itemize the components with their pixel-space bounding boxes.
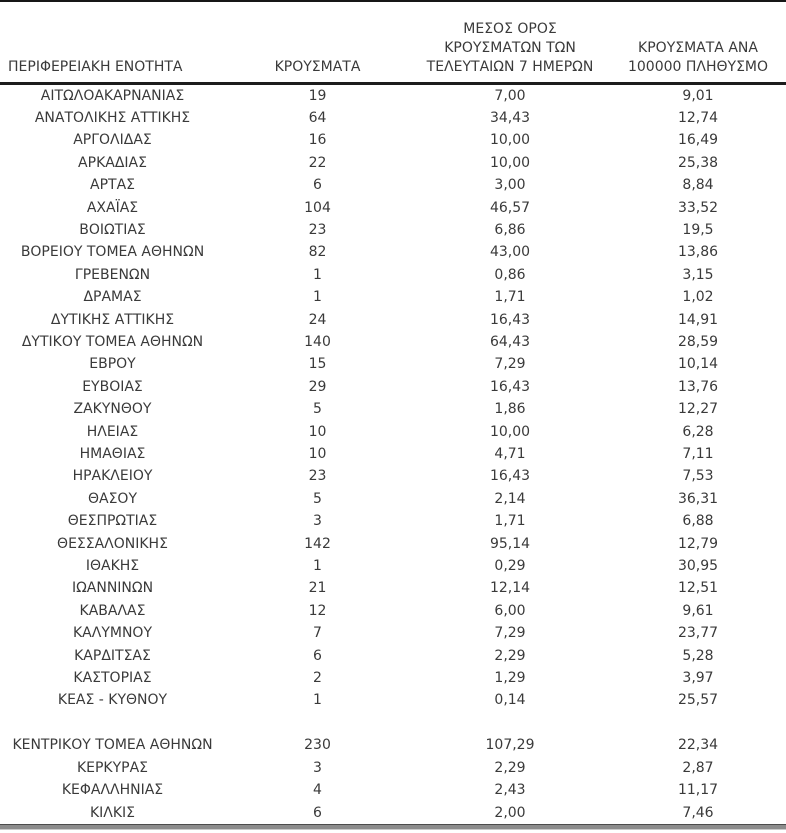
- cases-cell: 12: [308, 602, 327, 619]
- per100k-cell: 3,97: [682, 670, 714, 687]
- table-row: [0, 465, 786, 487]
- cases-cell: 3: [313, 513, 322, 530]
- cases-cell: 22: [308, 154, 327, 171]
- cases-cell: 15: [308, 356, 327, 373]
- per100k-cell: 14,91: [677, 311, 719, 328]
- region-cell: ΗΛΕΙΑΣ: [86, 423, 139, 440]
- column-header-region: ΠΕΡΙΦΕΡΕΙΑΚΗ ΕΝΟΤΗΤΑ: [0, 2, 225, 83]
- per100k-cell: 6,28: [682, 423, 714, 440]
- cases-cell: 6: [313, 647, 322, 664]
- cases-cell: 10: [308, 446, 327, 462]
- cases-cell: 10: [308, 423, 327, 440]
- avg7-cell: 2,43: [494, 782, 526, 799]
- cases-cell: 230: [304, 737, 331, 754]
- avg7-cell: 6,00: [494, 602, 526, 619]
- table-row: [0, 197, 786, 219]
- cases-cell: 16: [308, 132, 327, 149]
- table-row: [0, 353, 786, 375]
- cases-cell: 140: [304, 333, 331, 350]
- table-row: [0, 331, 786, 353]
- per100k-cell: 7,11: [682, 446, 714, 462]
- region-cell: ΘΕΣΣΑΛΟΝΙΚΗΣ: [57, 535, 168, 552]
- table-row: [0, 129, 786, 151]
- region-cell: ΙΘΑΚΗΣ: [85, 558, 140, 575]
- avg7-cell: 6,86: [494, 221, 526, 238]
- table-row: [0, 667, 786, 689]
- cases-cell: 1: [313, 692, 322, 709]
- per100k-cell: 3,15: [682, 266, 714, 283]
- table-row: [0, 645, 786, 667]
- avg7-cell: 7,29: [494, 625, 526, 642]
- region-cell: ΔΥΤΙΚΟΥ ΤΟΜΕΑ ΑΘΗΝΩΝ: [21, 333, 204, 350]
- cases-cell: 1: [313, 289, 322, 306]
- cases-cell: 6: [313, 177, 322, 194]
- per100k-cell: 7,53: [682, 468, 714, 485]
- cases-by-regional-unit-table: [0, 2, 786, 824]
- per100k-cell: 12,79: [677, 535, 719, 552]
- table-row: [0, 689, 786, 711]
- avg7-cell: 1,71: [494, 513, 526, 530]
- header-line: ΚΡΟΥΣΜΑΤΩΝ ΤΩΝ: [444, 39, 576, 56]
- table-bottom-rule: [0, 824, 786, 830]
- per100k-cell: 36,31: [677, 490, 719, 507]
- region-cell: ΗΜΑΘΙΑΣ: [79, 446, 146, 462]
- cases-cell: 64: [308, 109, 327, 126]
- cases-cell: 3: [313, 759, 322, 776]
- avg7-cell: 0,86: [494, 266, 526, 283]
- region-cell: ΖΑΚΥΝΘΟΥ: [73, 401, 152, 418]
- cases-cell: 23: [308, 221, 327, 238]
- header-line: ΜΕΣΟΣ ΟΡΟΣ: [463, 20, 557, 37]
- avg7-cell: 16,43: [489, 468, 531, 485]
- avg7-cell: 64,43: [489, 333, 531, 350]
- region-cell: ΑΙΤΩΛΟΑΚΑΡΝΑΝΙΑΣ: [40, 87, 185, 104]
- region-cell: ΑΡΤΑΣ: [90, 177, 135, 194]
- cases-cell: 2: [313, 670, 322, 687]
- avg7-cell: 12,14: [489, 580, 531, 597]
- avg7-cell: 107,29: [485, 737, 535, 754]
- per100k-cell: 8,84: [682, 177, 714, 194]
- table-row: [0, 443, 786, 465]
- region-cell: ΑΡΚΑΔΙΑΣ: [78, 154, 147, 171]
- table-body: [0, 83, 786, 824]
- region-cell: ΚΑΛΥΜΝΟΥ: [72, 625, 152, 642]
- per100k-cell: 12,74: [677, 109, 719, 126]
- per100k-cell: 1,02: [682, 289, 714, 306]
- spacer-row: [0, 712, 786, 734]
- avg7-cell: 3,00: [494, 177, 526, 194]
- per100k-cell: 2,87: [682, 759, 714, 776]
- table-row: [0, 264, 786, 286]
- avg7-cell: 1,86: [494, 401, 526, 418]
- column-header-cases: ΚΡΟΥΣΜΑΤΑ: [225, 2, 410, 83]
- region-cell: ΕΒΡΟΥ: [89, 356, 136, 373]
- region-cell: ΚΙΛΚΙΣ: [89, 804, 136, 821]
- table-row: [0, 734, 786, 756]
- avg7-cell: 46,57: [489, 199, 531, 216]
- header-line: ΤΕΛΕΥΤΑΙΩΝ 7 ΗΜΕΡΩΝ: [426, 58, 594, 75]
- per100k-cell: 25,57: [677, 692, 719, 709]
- cases-cell: 142: [304, 535, 331, 552]
- region-cell: ΚΑΡΔΙΤΣΑΣ: [74, 647, 151, 664]
- per100k-cell: 28,59: [677, 333, 719, 350]
- header-row: [0, 2, 786, 83]
- table-row: [0, 398, 786, 420]
- table-row: [0, 622, 786, 644]
- per100k-cell: 13,86: [677, 244, 719, 261]
- table-row: [0, 174, 786, 196]
- per100k-cell: 7,46: [682, 804, 714, 821]
- table-row: [0, 421, 786, 443]
- avg7-cell: 1,29: [494, 670, 526, 687]
- table-row: [0, 555, 786, 577]
- avg7-cell: 10,00: [489, 132, 531, 149]
- table-row: [0, 600, 786, 622]
- avg7-cell: 2,29: [494, 759, 526, 776]
- region-cell: ΚΕΡΚΥΡΑΣ: [76, 759, 149, 776]
- table-row: [0, 107, 786, 129]
- table-row: [0, 219, 786, 241]
- avg7-cell: 1,71: [494, 289, 526, 306]
- region-cell: ΚΕΦΑΛΛΗΝΙΑΣ: [61, 782, 164, 799]
- region-cell: ΔΡΑΜΑΣ: [83, 289, 142, 306]
- per100k-cell: 30,95: [677, 558, 719, 575]
- table-row: [0, 376, 786, 398]
- cases-cell: 29: [308, 378, 327, 395]
- table-row: [0, 152, 786, 174]
- avg7-cell: 34,43: [489, 109, 531, 126]
- region-cell: ΘΕΣΠΡΩΤΙΑΣ: [67, 513, 158, 530]
- cases-cell: 21: [308, 580, 327, 597]
- avg7-cell: 4,71: [494, 446, 526, 462]
- table-row: [0, 533, 786, 555]
- avg7-cell: 16,43: [489, 311, 531, 328]
- avg7-cell: 10,00: [489, 423, 531, 440]
- avg7-cell: 0,14: [494, 692, 526, 709]
- spacer-cell: [0, 712, 786, 734]
- cases-cell: 5: [313, 401, 322, 418]
- region-cell: ΒΟΙΩΤΙΑΣ: [79, 221, 146, 238]
- region-cell: ΚΑΒΑΛΑΣ: [79, 602, 146, 619]
- region-cell: ΔΥΤΙΚΗΣ ΑΤΤΙΚΗΣ: [50, 311, 175, 328]
- per100k-cell: 16,49: [677, 132, 719, 149]
- cases-cell: 4: [313, 782, 322, 799]
- region-cell: ΗΡΑΚΛΕΙΟΥ: [72, 468, 153, 485]
- cases-cell: 82: [308, 244, 327, 261]
- region-cell: ΚΑΣΤΟΡΙΑΣ: [73, 670, 152, 687]
- cases-cell: 19: [308, 87, 327, 104]
- cases-cell: 5: [313, 490, 322, 507]
- avg7-cell: 0,29: [494, 558, 526, 575]
- per100k-cell: 25,38: [677, 154, 719, 171]
- region-cell: ΑΧΑΪΑΣ: [86, 199, 139, 216]
- region-cell: ΑΡΓΟΛΙΔΑΣ: [73, 132, 152, 149]
- cases-cell: 23: [308, 468, 327, 485]
- cases-cell: 1: [313, 266, 322, 283]
- cases-cell: 24: [308, 311, 327, 328]
- per100k-cell: 12,27: [677, 401, 719, 418]
- table-row: [0, 286, 786, 308]
- per100k-cell: 13,76: [677, 378, 719, 395]
- table-row: [0, 488, 786, 510]
- avg7-cell: 7,29: [494, 356, 526, 373]
- table-row: [0, 757, 786, 779]
- cases-cell: 6: [313, 804, 322, 821]
- avg7-cell: 10,00: [489, 154, 531, 171]
- header-line: ΚΡΟΥΣΜΑΤΑ ΑΝΑ: [638, 39, 758, 56]
- per100k-cell: 22,34: [677, 737, 719, 754]
- avg7-cell: 7,00: [494, 87, 526, 104]
- header-line: 100000 ΠΛΗΘΥΣΜΟ: [627, 58, 769, 75]
- column-header-cases-per-100000: [610, 2, 786, 83]
- per100k-cell: 9,61: [682, 602, 714, 619]
- per100k-cell: 12,51: [677, 580, 719, 597]
- region-cell: ΓΡΕΒΕΝΩΝ: [74, 266, 151, 283]
- cases-cell: 104: [304, 199, 331, 216]
- per100k-cell: 10,14: [677, 356, 719, 373]
- avg7-cell: 43,00: [489, 244, 531, 261]
- per100k-cell: 5,28: [682, 647, 714, 664]
- per100k-cell: 19,5: [682, 221, 714, 238]
- column-header-7day-average: [410, 2, 610, 83]
- region-cell: ΘΑΣΟΥ: [87, 490, 137, 507]
- table-row: [0, 510, 786, 532]
- avg7-cell: 2,00: [494, 804, 526, 821]
- cases-cell: 1: [313, 558, 322, 575]
- region-cell: ΚΕΑΣ - ΚΥΘΝΟΥ: [57, 692, 168, 709]
- region-cell: ΒΟΡΕΙΟΥ ΤΟΜΕΑ ΑΘΗΝΩΝ: [20, 244, 205, 261]
- table-row: [0, 309, 786, 331]
- region-cell: ΑΝΑΤΟΛΙΚΗΣ ΑΤΤΙΚΗΣ: [34, 109, 191, 126]
- region-cell: ΙΩΑΝΝΙΝΩΝ: [71, 580, 154, 597]
- avg7-cell: 2,29: [494, 647, 526, 664]
- per100k-cell: 9,01: [682, 87, 714, 104]
- table-row: [0, 779, 786, 801]
- per100k-cell: 11,17: [677, 782, 719, 799]
- avg7-cell: 95,14: [489, 535, 531, 552]
- table-row: [0, 83, 786, 107]
- per100k-cell: 6,88: [682, 513, 714, 530]
- table-row: [0, 241, 786, 263]
- cases-cell: 7: [313, 625, 322, 642]
- per100k-cell: 23,77: [677, 625, 719, 642]
- table-header: [0, 2, 786, 83]
- table-row: [0, 802, 786, 824]
- table-row: [0, 577, 786, 599]
- avg7-cell: 2,14: [494, 490, 526, 507]
- per100k-cell: 33,52: [677, 199, 719, 216]
- region-cell: ΕΥΒΟΙΑΣ: [82, 378, 143, 395]
- avg7-cell: 16,43: [489, 378, 531, 395]
- region-cell: ΚΕΝΤΡΙΚΟΥ ΤΟΜΕΑ ΑΘΗΝΩΝ: [12, 737, 213, 754]
